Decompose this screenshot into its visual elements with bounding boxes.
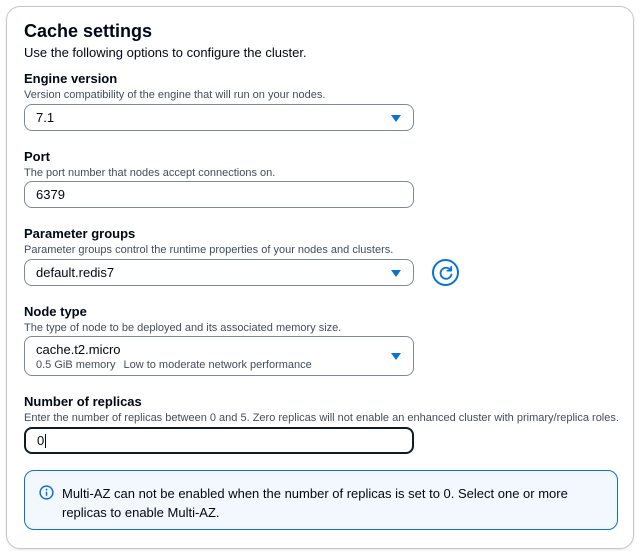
parameter-groups-select[interactable] [24,259,414,286]
text-cursor [45,434,46,448]
alert-message: Multi-AZ can not be enabled when the number of replicas is set to 0. Select one or more replicas to enable Multi-AZ. [62,486,568,520]
section-title: Cache settings [24,21,153,41]
engine-version-field [24,71,325,101]
replicas-value: 0 [37,433,45,448]
parameter-groups-field [24,226,393,256]
node-type-field [24,304,341,334]
parameter-groups-description: Parameter groups control the runtime properties of your nodes and clusters. [24,244,394,256]
port-input[interactable] [24,181,414,208]
multi-az-info-alert [24,470,618,530]
port-field [24,149,275,179]
node-type-label: Node type [24,304,87,319]
cache-settings-panel [6,6,634,549]
node-type-value: cache.t2.micro [36,341,121,357]
engine-version-description: Version compatibility of the engine that will run on your nodes. [24,89,326,101]
replicas-field [24,394,619,424]
parameter-groups-label: Parameter groups [24,226,136,241]
engine-version-value: 7.1 [36,110,55,125]
port-value: 6379 [36,187,65,202]
refresh-button[interactable] [432,259,459,286]
caret-down-icon [391,353,401,360]
caret-down-icon [391,115,401,122]
replicas-description: Enter the number of replicas between 0 and 5. Zero replicas will not enable an enhanced cluster with primary/replica roles. [24,412,619,424]
node-type-network: Low to moderate network performance [123,358,312,371]
node-type-details [36,359,312,371]
node-type-description: The type of node to be deployed and its associated memory size. [24,322,342,334]
engine-version-label: Engine version [24,71,118,86]
section-subtitle: Use the following options to configure the cluster. [24,45,307,60]
port-label: Port [24,149,50,164]
node-type-select[interactable] [24,336,414,376]
port-description: The port number that nodes accept connections on. [24,167,276,179]
caret-down-icon [391,270,401,277]
replicas-label: Number of replicas [24,394,142,409]
node-type-memory: 0.5 GiB memory [36,358,116,371]
engine-version-select[interactable] [24,104,414,131]
refresh-icon [438,265,454,281]
replicas-input[interactable] [24,427,414,454]
parameter-groups-value: default.redis7 [36,265,115,280]
info-icon [39,485,54,500]
